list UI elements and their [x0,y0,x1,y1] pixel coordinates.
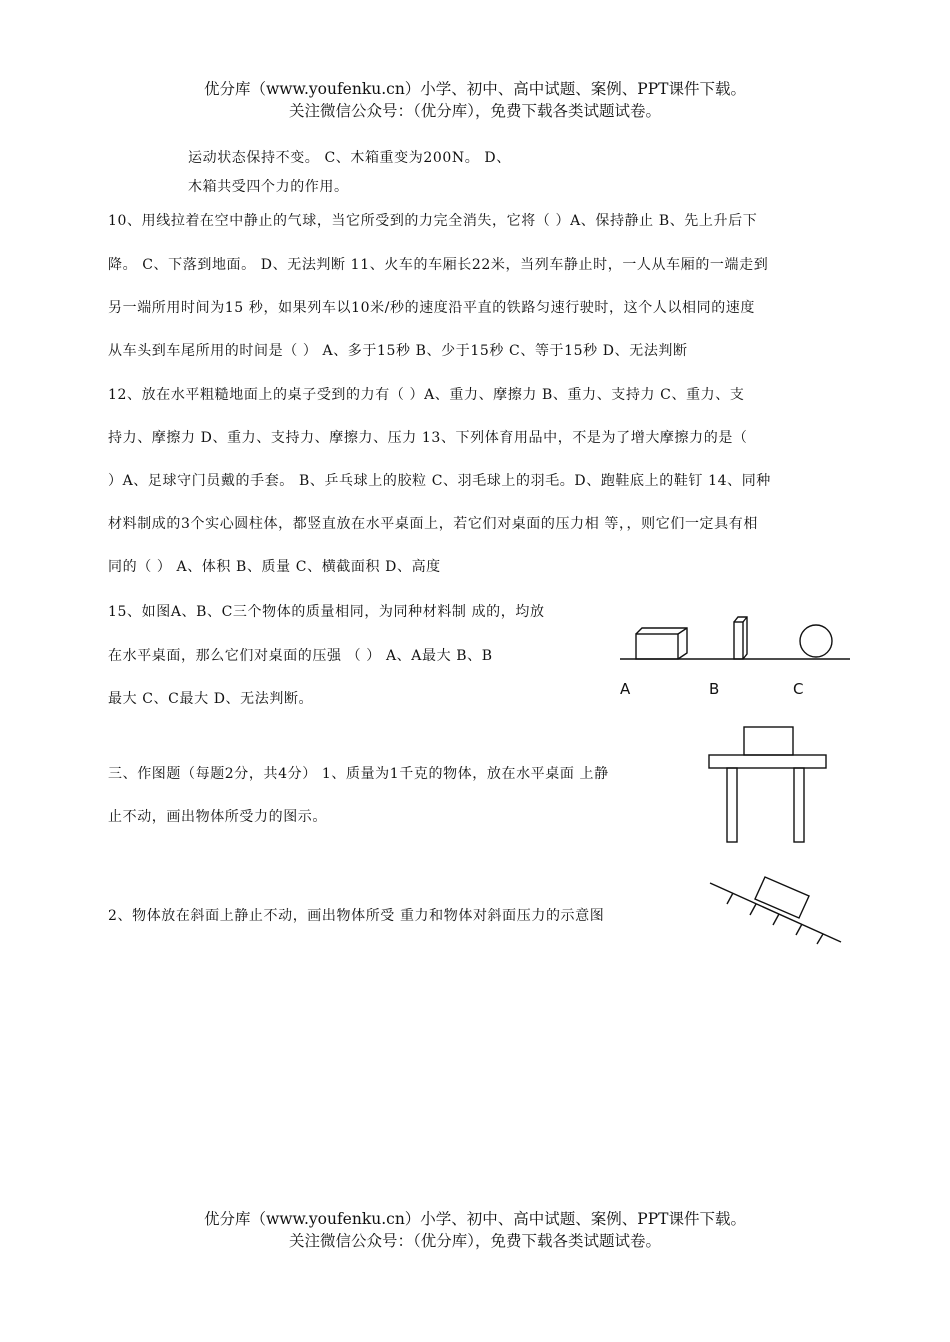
text-line-14: 最大 C、C最大 D、无法判断。 [108,691,314,707]
section-drawing-title: 三、作图题（每题2分，共4分） 1、质量为1千克的物体，放在水平桌面 上静 [108,766,609,782]
table-leg-right [794,768,804,842]
incline-surface [710,883,841,942]
text-line-1: 运动状态保持不变。 C、木箱重变为200N。 D、 [188,150,511,166]
figure-object-on-table [705,722,835,847]
table-leg-left [727,768,737,842]
text-line-10: 材料制成的3个实心圆柱体，都竖直放在水平桌面上，若它们对桌面的压力相 等，，则它们一定具有相 [108,516,758,532]
incline-object-box [755,877,809,918]
object-a-box [636,628,687,659]
table-top [709,755,826,768]
object-b-block [734,617,747,659]
text-line-4: 降。 C、下落到地面。 D、无法判断 11、火车的车厢长22米，当列车静止时，一人从车厢的一端走到 [108,257,769,273]
text-line-2: 木箱共受四个力的作用。 [188,179,349,195]
text-line-9: ）A、足球守门员戴的手套。 B、乒乓球上的胶粒 C、羽毛球上的羽毛。D、跑鞋底上的鞋钉 14、同种 [108,473,771,489]
figure-abc-objects [610,610,860,700]
page-footer-line1: 优分库（www.youfenku.cn）小学、初中、高中试题、案例、PPT课件下载。 [203,1210,747,1228]
text-line-6: 从车头到车尾所用的时间是（ ） A、多于15秒 B、少于15秒 C、等于15秒 D、无法判断 [108,343,688,359]
text-line-16: 止不动，画出物体所受力的图示。 [108,809,327,825]
label-c: C [793,680,804,698]
object-c-circle [800,625,832,657]
text-line-8: 持力、摩擦力 D、重力、支持力、摩擦力、压力 13、下列体育用品中，不是为了增大摩擦力的是（ [108,430,748,446]
question-15-line: 15、如图A、B、C三个物体的质量相同，为同种材料制 成的，均放 [108,604,545,620]
page-header-line1: 优分库（www.youfenku.cn）小学、初中、高中试题、案例、PPT课件下载。 [203,80,747,98]
page-header-line2: 关注微信公众号：（优分库），免费下载各类试题试卷。 [288,102,661,120]
text-line-13: 在水平桌面，那么它们对桌面的压强 （ ） A、A最大 B、B [108,648,493,664]
label-b: B [709,680,720,698]
question-12-line: 12、放在水平粗糙地面上的桌子受到的力有（ ）A、重力、摩擦力 B、重力、支持力 C、重力、支 [108,387,745,403]
label-a: A [620,680,631,698]
drawing-question-2: 2、物体放在斜面上静止不动，画出物体所受 重力和物体对斜面压力的示意图 [108,908,605,924]
figure-object-on-incline [705,868,850,948]
text-line-11: 同的（ ） A、体积 B、质量 C、横截面积 D、高度 [108,559,441,575]
page-footer-line2: 关注微信公众号：（优分库），免费下载各类试题试卷。 [288,1232,661,1250]
question-10-line: 10、用线拉着在空中静止的气球，当它所受到的力完全消失，它将（ ）A、保持静止 B、先上升后下 [108,213,758,229]
table-object-box [744,727,793,755]
text-line-5: 另一端所用时间为15 秒，如果列车以10米/秒的速度沿平直的铁路匀速行驶时，这个人以相同的速度 [108,300,755,316]
